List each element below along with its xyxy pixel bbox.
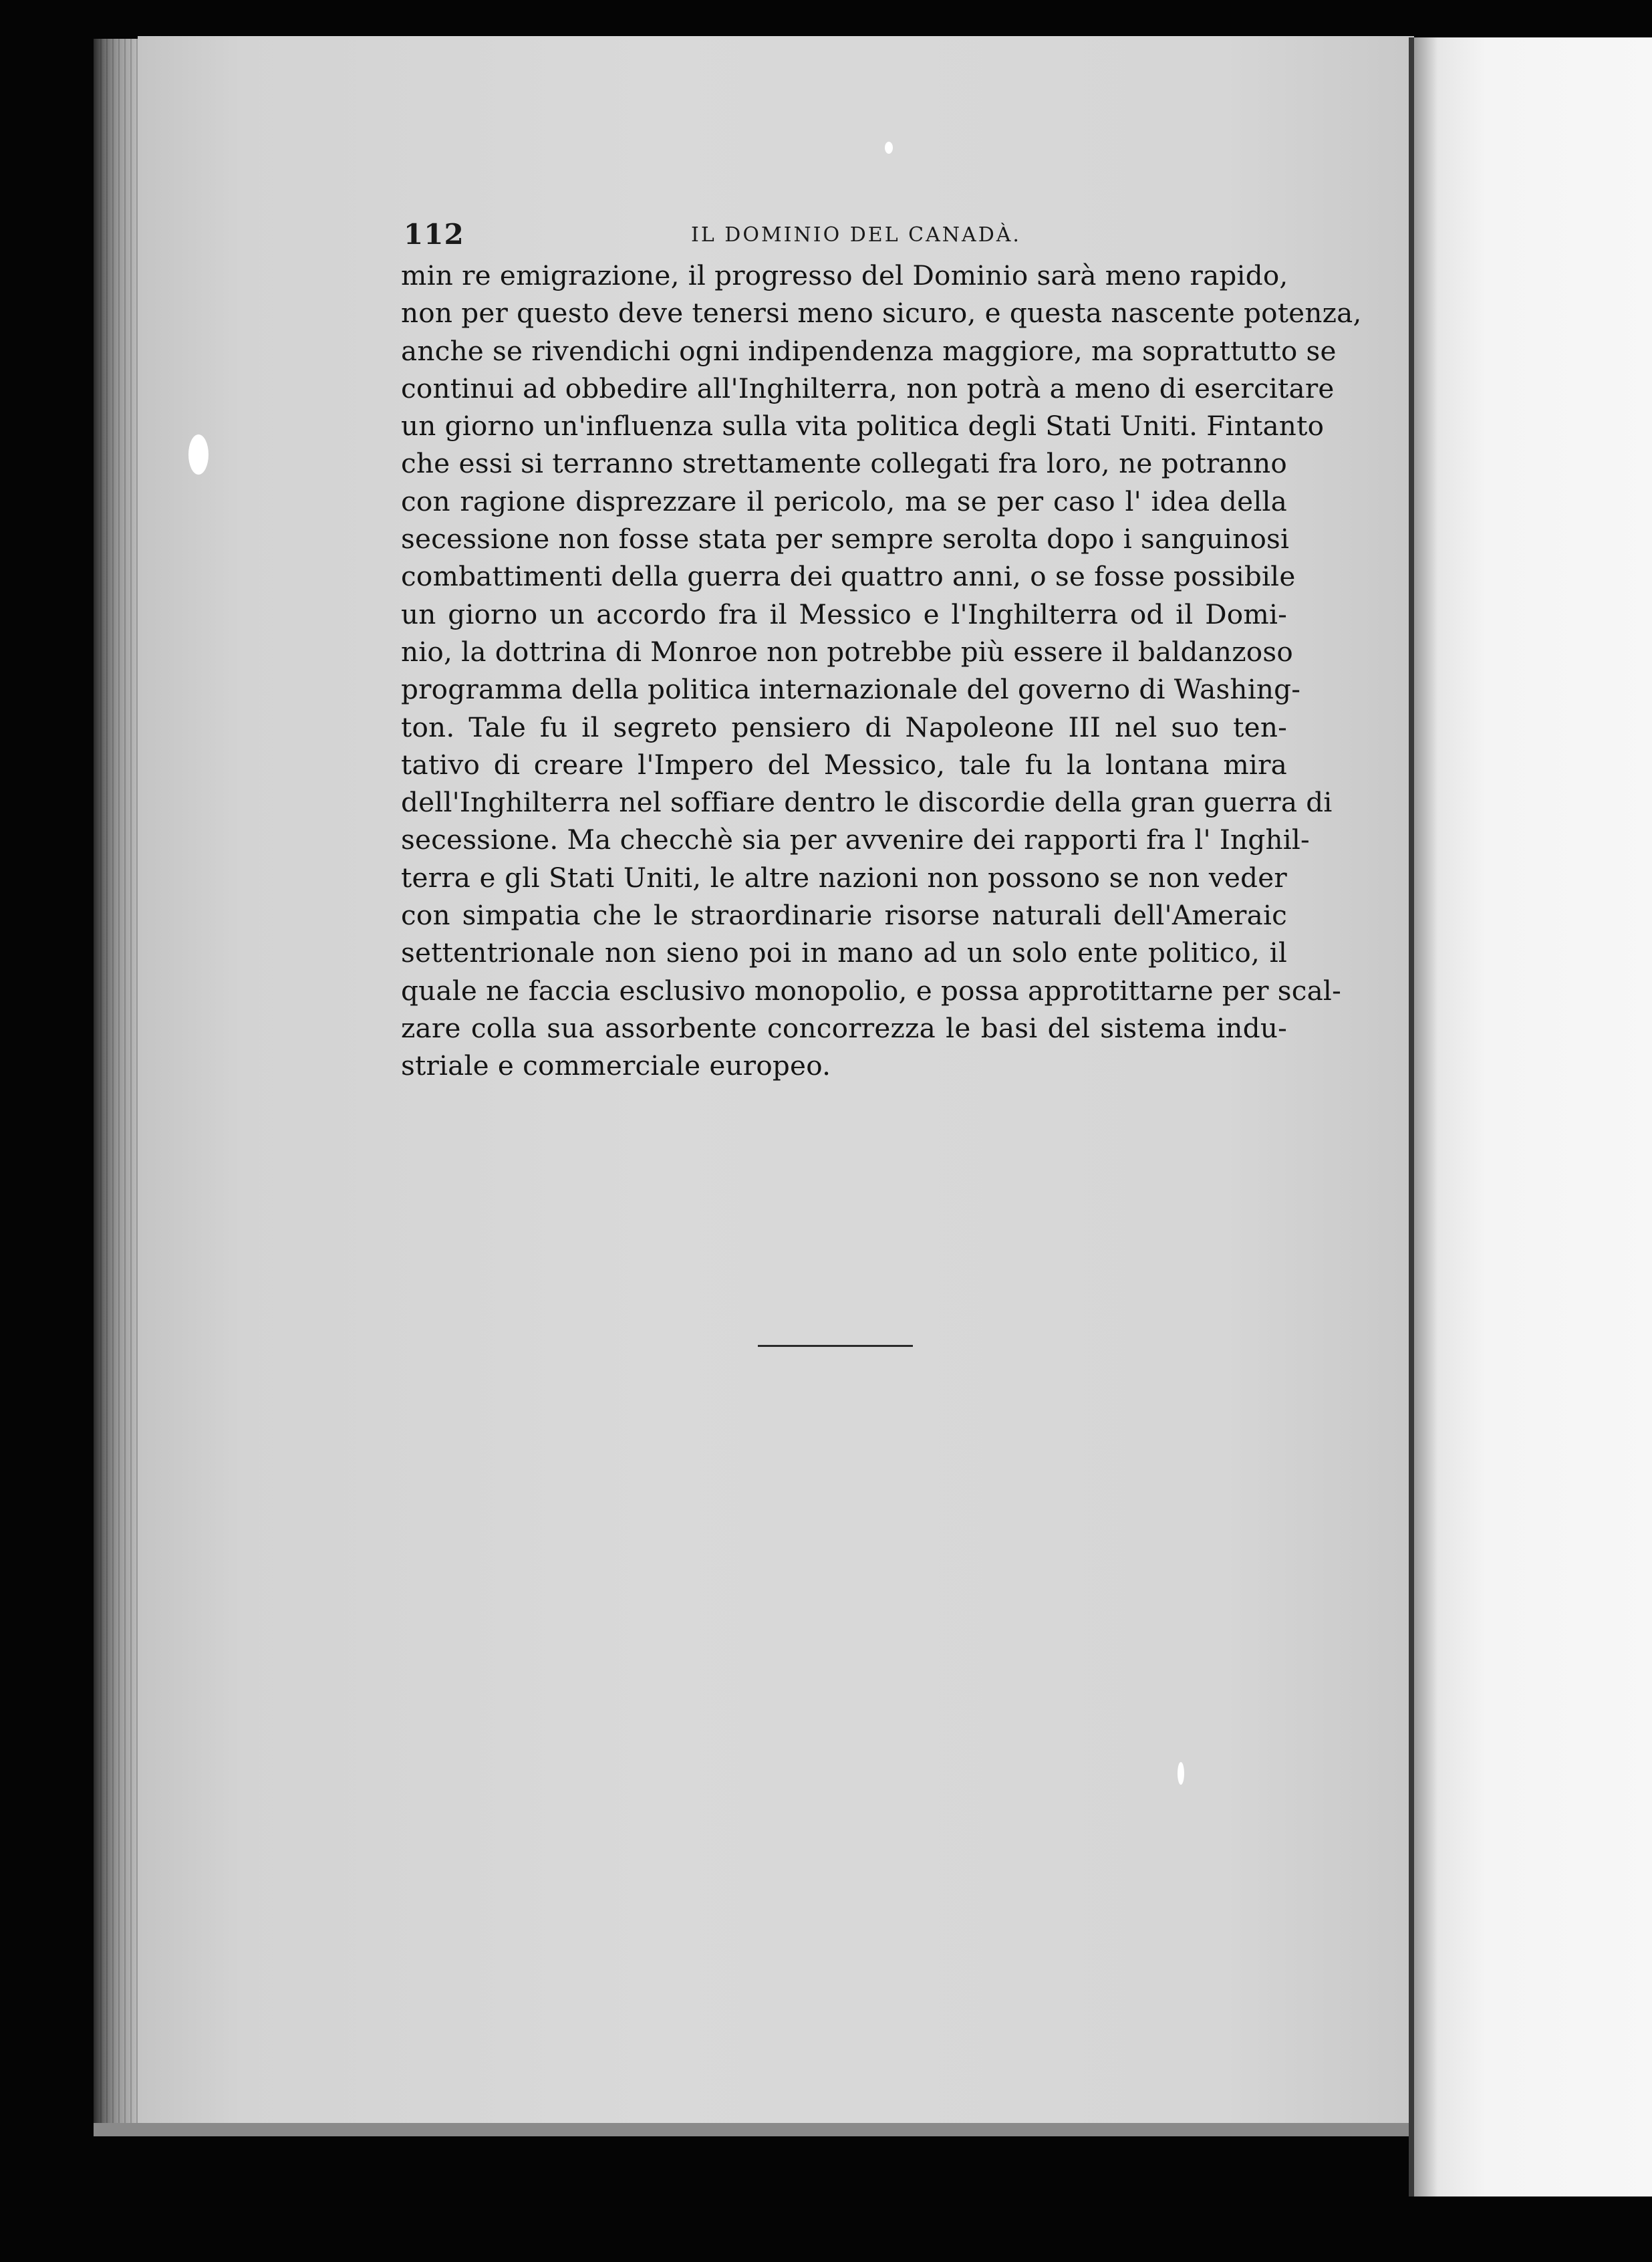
section-end-rule <box>758 1345 913 1347</box>
page-edges <box>100 39 140 2132</box>
text-line: combattimenti della guerra dei quattro anni, o se fosse possibile <box>401 560 1296 593</box>
text-line: secessione non fosse stata per sempre serolta dopo i sanguinosi <box>401 523 1290 555</box>
text-line: programma della politica internazionale del governo di Washing- <box>401 673 1301 706</box>
leaf-divider <box>1409 37 1414 2196</box>
text-line: con simpatia che le straordinarie risorse naturali dell'Ameraic <box>401 899 1287 932</box>
text-line: non per questo deve tenersi meno sicuro, e questa nascente potenza, <box>401 297 1362 330</box>
text-line: striale e commerciale europeo. <box>401 1049 831 1082</box>
text-line: quale ne faccia esclusivo monopolio, e possa approtittarne per scal- <box>401 974 1341 1007</box>
text-line: un giorno un'influenza sulla vita politica degli Stati Uniti. Fintanto <box>401 410 1325 443</box>
scan-speck <box>1178 1762 1184 1785</box>
adjacent-page-edge <box>1414 37 1652 2196</box>
body-text <box>401 257 1362 1085</box>
text-line: nio, la dottrina di Monroe non potrebbe più essere il baldanzoso <box>401 635 1293 668</box>
running-head: IL DOMINIO DEL CANADÀ. <box>691 223 1021 247</box>
text-line: continui ad obbedire all'Inghilterra, non potrà a meno di esercitare <box>401 372 1335 404</box>
text-line: secessione. Ma checchè sia per avvenire dei rapporti fra l' Inghil- <box>401 824 1310 856</box>
page-header <box>404 218 1286 258</box>
page-bottom-edge <box>94 2123 1414 2136</box>
scan-speck <box>188 434 209 475</box>
text-line: anche se rivendichi ogni indipendenza maggiore, ma soprattutto se <box>401 334 1337 367</box>
text-line: con ragione disprezzare il pericolo, ma se per caso l' idea della <box>401 485 1287 517</box>
text-line: settentrionale non sieno poi in mano ad un solo ente politico, il <box>401 936 1287 969</box>
text-line: zare colla sua assorbente concorrezza le basi del sistema indu- <box>401 1011 1287 1044</box>
text-line: dell'Inghilterra nel soffiare dentro le discordie della gran guerra di <box>401 786 1333 819</box>
page-number: 112 <box>404 218 464 251</box>
text-line: min re emigrazione, il progresso del Dominio sarà meno rapido, <box>401 259 1288 291</box>
scan-speck <box>885 142 893 154</box>
text-line: che essi si terranno strettamente collegati fra loro, ne potranno <box>401 447 1287 480</box>
text-line: tativo di creare l'Impero del Messico, tale fu la lontana mira <box>401 748 1287 781</box>
text-line: un giorno un accordo fra il Messico e l'Inghilterra od il Domi- <box>401 598 1287 630</box>
text-line: ton. Tale fu il segreto pensiero di Napoleone III nel suo ten- <box>401 711 1287 743</box>
text-line: terra e gli Stati Uniti, le altre nazioni non possono se non veder <box>401 861 1287 894</box>
